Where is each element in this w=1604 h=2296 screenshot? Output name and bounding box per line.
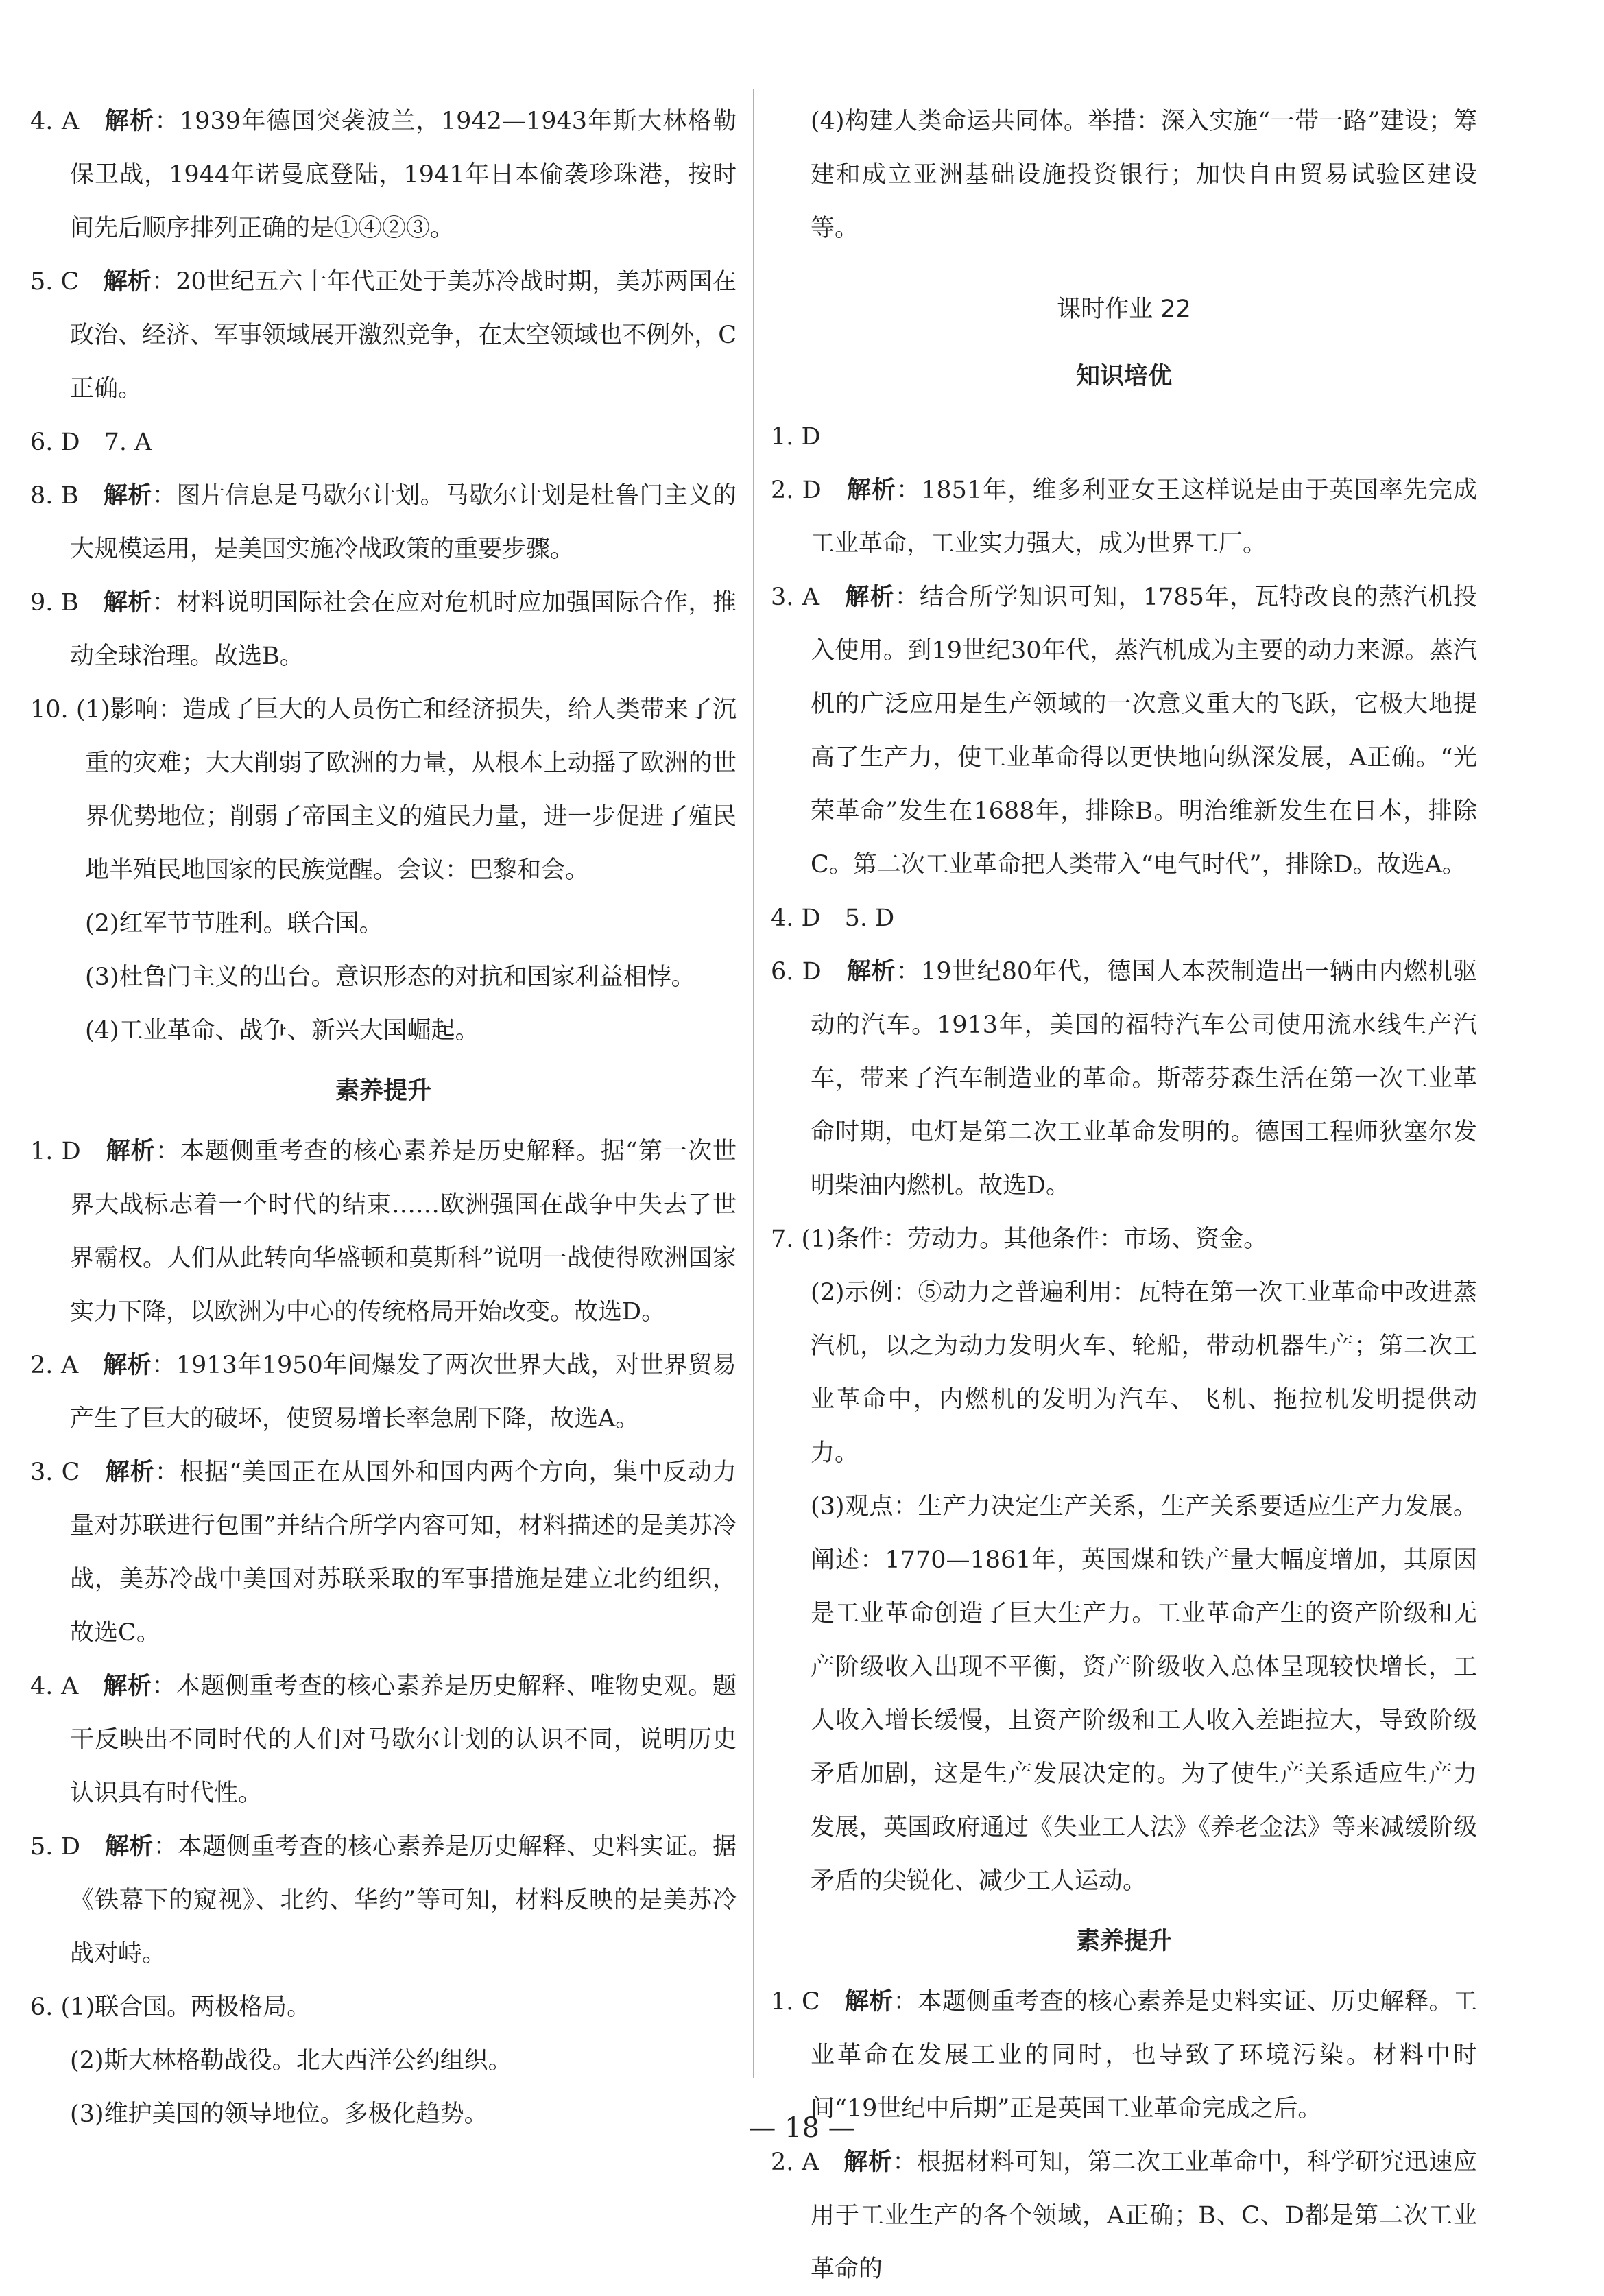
answer-item bbox=[30, 95, 737, 255]
analysis-colon: ： bbox=[152, 1352, 176, 1379]
answer-letter: C bbox=[802, 1988, 845, 2016]
answer-text: 1939年德国突袭波兰，1942—1943年斯大林格勒保卫战，1944年诺曼底登陆，1941年日本偷袭珍珠港，按时间先后顺序排列正确的是①④②③。 bbox=[70, 108, 737, 242]
analysis-label: 解析 bbox=[103, 1352, 152, 1379]
answer-letter: B bbox=[61, 482, 104, 510]
answer-item bbox=[30, 1446, 737, 1660]
answer-text: (1)联合国。两极格局。 bbox=[60, 1994, 311, 2021]
answer-item bbox=[30, 1981, 737, 2034]
analysis-colon: ： bbox=[153, 1833, 178, 1861]
answer-line: 1. D bbox=[771, 423, 821, 451]
answer-letter: D bbox=[60, 1833, 105, 1861]
answer-letter: A bbox=[802, 2149, 844, 2176]
section-heading: 素养提升 bbox=[335, 1077, 431, 1105]
answer-item bbox=[30, 1125, 737, 1339]
answer-subitem: (2)红军节节胜利。联合国。 bbox=[85, 910, 383, 937]
left-column bbox=[30, 95, 737, 2141]
answer-item bbox=[771, 1212, 1477, 1266]
analysis-label: 解析 bbox=[106, 1138, 156, 1165]
analysis-label: 解析 bbox=[103, 1673, 152, 1700]
analysis-colon: ： bbox=[896, 477, 922, 504]
analysis-label: 解析 bbox=[103, 589, 152, 617]
answer-item bbox=[30, 255, 737, 416]
analysis-colon: ： bbox=[154, 1459, 180, 1486]
analysis-label: 解析 bbox=[844, 1988, 894, 2016]
answer-text: (1)条件：劳动力。其他条件：市场、资金。 bbox=[801, 1225, 1268, 1253]
analysis-colon: ： bbox=[152, 589, 177, 617]
section-heading: 素养提升 bbox=[1075, 1928, 1172, 1955]
question-number: 6. bbox=[771, 958, 802, 985]
answer-letter: A bbox=[802, 584, 846, 611]
analysis-colon: ： bbox=[152, 1673, 177, 1700]
answer-subitem: (3)观点：生产力决定生产关系，生产关系要适应生产力发展。阐述：1770—1861年，英国煤和铁产量大幅度增加，其原因是工业革命创造了巨大生产力。工业革命产生的资产阶级和无产阶级收入出现不平衡，资产阶级收入总体呈现较快增长，工人收入增长缓慢，且资产阶级和工人收入差距拉大，导致阶级矛盾加剧，这是生产发展决定的。为了使生产关系适应生产力发展，英国政府通过《失业工人法》《养老金法》等来减缓阶级矛盾的尖锐化、减少工人运动。 bbox=[811, 1493, 1477, 1895]
answer-item bbox=[771, 464, 1477, 571]
answer-letter: C bbox=[61, 1459, 106, 1486]
answer-item bbox=[30, 1660, 737, 1820]
answer-text: 1851年，维多利亚女王这样说是由于英国率先完成工业革命，工业实力强大，成为世界工厂。 bbox=[811, 477, 1477, 558]
analysis-label: 解析 bbox=[846, 958, 896, 985]
question-number: 7. bbox=[771, 1225, 802, 1253]
answer-text: 图片信息是马歇尔计划。马歇尔计划是杜鲁门主义的大规模运用，是美国实施冷战政策的重要步骤。 bbox=[70, 482, 737, 563]
answer-text: 本题侧重考查的核心素养是史料实证、历史解释。工业革命在发展工业的同时，也导致了环境污染。材料中时间“19世纪中后期”正是英国工业革命完成之后。 bbox=[811, 1988, 1477, 2122]
answer-subitem: (2)示例：⑤动力之普遍利用：瓦特在第一次工业革命中改进蒸汽机，以之为动力发明火车、轮船，带动机器生产；第二次工业革命中，内燃机的发明为汽车、飞机、拖拉机发明提供动力。 bbox=[811, 1279, 1477, 1467]
analysis-colon: ： bbox=[893, 1988, 918, 2016]
question-number: 4. bbox=[30, 108, 62, 135]
question-number: 5. bbox=[30, 268, 61, 296]
answer-letter: A bbox=[61, 1352, 104, 1379]
answer-text: 本题侧重考查的核心素养是历史解释、唯物史观。题干反映出不同时代的人们对马歇尔计划的认识不同，说明历史认识具有时代性。 bbox=[70, 1673, 737, 1807]
section-heading: 知识培优 bbox=[1075, 363, 1172, 390]
answer-subitem: (3)维护美国的领导地位。多极化趋势。 bbox=[70, 2101, 488, 2128]
answer-letter: A bbox=[61, 1673, 104, 1700]
question-number: 2. bbox=[771, 477, 802, 504]
analysis-label: 解析 bbox=[105, 1459, 155, 1486]
answer-subitem: (2)斯大林格勒战役。北大西洋公约组织。 bbox=[70, 2047, 512, 2074]
page-number: — 18 — bbox=[748, 2112, 856, 2144]
question-number: 10. bbox=[30, 696, 76, 724]
answer-text: 根据“美国正在从国外和国内两个方向，集中反动力量对苏联进行包围”并结合所学内容可知，材料描述的是美苏冷战，美苏冷战中美国对苏联采取的军事措施是建立北约组织，故选C。 bbox=[70, 1459, 737, 1647]
analysis-colon: ： bbox=[154, 108, 180, 135]
answer-text: 本题侧重考查的核心素养是历史解释。据“第一次世界大战标志着一个时代的结束……欧洲强国在战争中失去了世界霸权。人们从此转向华盛顿和莫斯科”说明一战使得欧洲国家实力下降，以欧洲为中心的传统格局开始改变。故选D。 bbox=[70, 1138, 737, 1326]
analysis-colon: ： bbox=[892, 2149, 918, 2176]
answer-item bbox=[771, 1975, 1477, 2136]
answer-item bbox=[30, 1820, 737, 1981]
answer-line: 6. D 7. A bbox=[30, 429, 152, 456]
answer-item bbox=[771, 571, 1477, 892]
answer-text: 材料说明国际社会在应对危机时应加强国际合作，推动全球治理。故选B。 bbox=[70, 589, 737, 670]
lesson-title: 课时作业 22 bbox=[1057, 296, 1191, 323]
answer-item bbox=[30, 683, 737, 897]
analysis-label: 解析 bbox=[843, 2149, 893, 2176]
answer-letter: D bbox=[802, 958, 847, 985]
question-number: 1. bbox=[771, 1988, 802, 2016]
question-number: 1. bbox=[30, 1138, 62, 1165]
question-number: 9. bbox=[30, 589, 62, 617]
question-number: 3. bbox=[771, 584, 802, 611]
analysis-label: 解析 bbox=[103, 268, 152, 296]
answer-letter: D bbox=[61, 1138, 106, 1165]
answer-letter: A bbox=[61, 108, 105, 135]
answer-text: 结合所学知识可知，1785年，瓦特改良的蒸汽机投入使用。到19世纪30年代，蒸汽机成为主要的动力来源。蒸汽机的广泛应用是生产领域的一次意义重大的飞跃，它极大地提高了生产力，使工业革命得以更快地向纵深发展，A正确。“光荣革命”发生在1688年，排除B。明治维新发生在日本，排除C。第二次工业革命把人类带入“电气时代”，排除D。故选A。 bbox=[811, 584, 1477, 878]
analysis-colon: ： bbox=[896, 958, 921, 985]
answer-subitem: (4)构建人类命运共同体。举措：深入实施“一带一路”建设；筹建和成立亚洲基础设施投资银行；加快自由贸易试验区建设等。 bbox=[811, 108, 1477, 242]
answer-text: (1)影响：造成了巨大的人员伤亡和经济损失，给人类带来了沉重的灾难；大大削弱了欧洲的力量，从根本上动摇了欧洲的世界优势地位；削弱了帝国主义的殖民力量，进一步促进了殖民地半殖民地国家的民族觉醒。会议：巴黎和会。 bbox=[75, 696, 737, 884]
analysis-label: 解析 bbox=[845, 584, 895, 611]
analysis-label: 解析 bbox=[846, 477, 897, 504]
analysis-label: 解析 bbox=[104, 108, 155, 135]
analysis-colon: ： bbox=[152, 482, 177, 510]
answer-text: 本题侧重考查的核心素养是历史解释、史料实证。据《铁幕下的窥视》、北约、华约”等可知，材料反映的是美苏冷战对峙。 bbox=[70, 1833, 737, 1968]
analysis-colon: ： bbox=[152, 268, 176, 296]
answer-text: 根据材料可知，第二次工业革命中，科学研究迅速应用于工业生产的各个领域，A正确；B、C、D都是第二次工业革命的 bbox=[811, 2149, 1477, 2283]
answer-letter: C bbox=[60, 268, 104, 296]
question-number: 2. bbox=[771, 2149, 802, 2176]
question-number: 5. bbox=[30, 1833, 61, 1861]
answer-letter: B bbox=[61, 589, 104, 617]
answer-line: 4. D 5. D bbox=[771, 905, 895, 932]
question-number: 2. bbox=[30, 1352, 61, 1379]
answer-subitem: (4)工业革命、战争、新兴大国崛起。 bbox=[85, 1017, 479, 1044]
question-number: 8. bbox=[30, 482, 62, 510]
question-number: 4. bbox=[30, 1673, 62, 1700]
analysis-colon: ： bbox=[894, 584, 920, 611]
answer-text: 20世纪五六十年代正处于美苏冷战时期，美苏两国在政治、经济、军事领域展开激烈竞争，在太空领域也不例外，C正确。 bbox=[70, 268, 737, 403]
answer-text: 1913年1950年间爆发了两次世界大战，对世界贸易产生了巨大的破坏，使贸易增长率急剧下降，故选A。 bbox=[70, 1352, 737, 1433]
question-number: 3. bbox=[30, 1459, 62, 1486]
question-number: 6. bbox=[30, 1994, 61, 2021]
answer-item bbox=[771, 945, 1477, 1212]
analysis-label: 解析 bbox=[103, 482, 152, 510]
answer-subitem: (3)杜鲁门主义的出台。意识形态的对抗和国家利益相悖。 bbox=[85, 964, 695, 991]
right-column bbox=[771, 95, 1477, 2296]
answer-letter: D bbox=[802, 477, 847, 504]
analysis-colon: ： bbox=[155, 1138, 180, 1165]
answer-item bbox=[30, 576, 737, 683]
column-divider bbox=[753, 89, 754, 2078]
answer-text: 19世纪80年代，德国人本茨制造出一辆由内燃机驱动的汽车。1913年，美国的福特汽车公司使用流水线生产汽车，带来了汽车制造业的革命。斯蒂芬森生活在第一次工业革命时期，电灯是第二次工业革命发明的。德国工程师狄塞尔发明柴油内燃机。故选D。 bbox=[811, 958, 1478, 1199]
answer-item bbox=[771, 2136, 1477, 2296]
analysis-label: 解析 bbox=[104, 1833, 154, 1861]
answer-item bbox=[30, 469, 737, 576]
answer-item bbox=[30, 1339, 737, 1446]
